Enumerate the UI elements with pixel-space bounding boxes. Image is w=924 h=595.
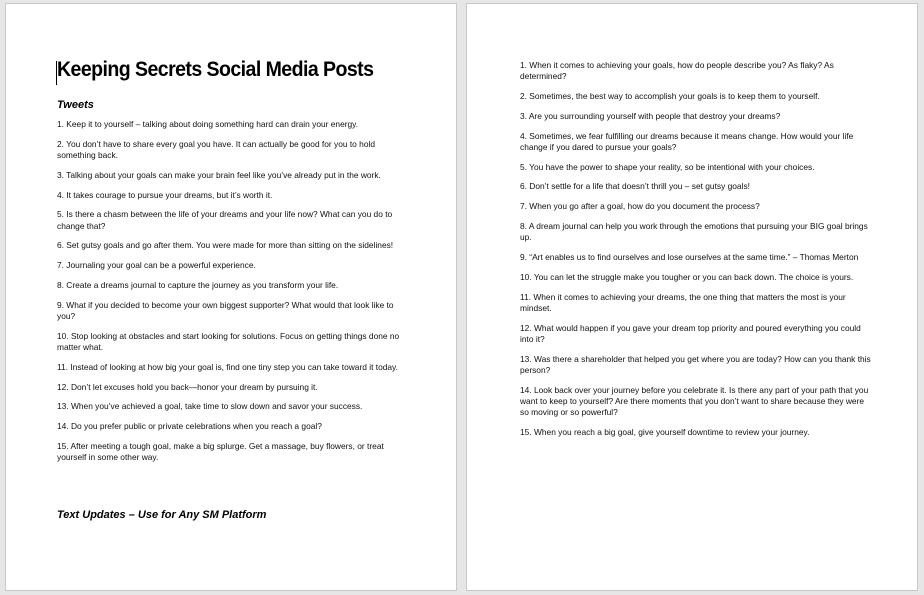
tweet-item[interactable]: 13. When you’ve achieved a goal, take time to slow down and savor your success. [57,401,363,412]
tweet-item[interactable]: 15. After meeting a tough goal, make a big splurge. Get a massage, buy flowers, or treat yourself in some other way. [57,440,384,463]
text-update-item[interactable]: 15. When you reach a big goal, give yourself downtime to review your journey. [520,426,810,437]
tweet-item[interactable]: 9. What if you decided to become your own biggest supporter? What would that look like to you? [57,299,394,321]
text-updates-list [520,60,872,447]
tweet-item[interactable]: 6. Set gutsy goals and go after them. You were made for more than sitting on the sidelines! [57,240,394,251]
tweet-item[interactable]: 2. You don’t have to share every goal you have. It can actually be good for you to hold something back. [57,138,376,160]
tweet-item[interactable]: 3. Talking about your goals can make your brain feel like you’ve already put in the work. [57,169,381,180]
text-update-item[interactable]: 10. You can let the struggle make you tougher or you can back down. The choice is yours. [520,271,854,282]
text-update-item[interactable]: 1. When it comes to achieving your goals, how do people describe you? As flaky? As determined? [520,60,834,82]
text-update-item[interactable]: 5. You have the power to shape your reality, so be intentional with your choices. [520,161,815,172]
text-update-item[interactable]: 6. Don’t settle for a life that doesn’t thrill you – set gutsy goals! [520,181,750,192]
tweet-item[interactable]: 14. Do you prefer public or private celebrations when you reach a goal? [57,421,322,432]
tweet-item[interactable]: 11. Instead of looking at how big your goal is, find one tiny step you can take toward it today. [57,361,398,372]
document-title[interactable]: Keeping Secrets Social Media Posts [57,58,374,81]
tweet-item[interactable]: 5. Is there a chasm between the life of your dreams and your life now? What can you do to change that? [57,209,393,231]
tweets-list [57,119,409,472]
tweet-item[interactable]: 1. Keep it to yourself – talking about doing something hard can drain your energy. [57,119,359,129]
text-update-item[interactable]: 12. What would happen if you gave your dream top priority and poured everything you could into it? [520,322,861,344]
tweet-item[interactable]: 7. Journaling your goal can be a powerful experience. [57,260,256,271]
text-update-item[interactable]: 4. Sometimes, we fear fulfilling our dreams because it means change. How would your life change if you dared to pursue your goals? [520,130,854,152]
tweet-item[interactable]: 8. Create a dreams journal to capture the journey as you transform your life. [57,279,339,290]
text-update-item[interactable]: 7. When you go after a goal, how do you document the process? [520,201,760,212]
text-update-item[interactable]: 8. A dream journal can help you work through the emotions that pursuing your BIG goal brings up. [520,220,868,243]
text-update-item[interactable]: 14. Look back over your journey before you celebrate it. Is there any part of your path that you want to keep to yourself? Are there moments that you don’t want to share because they were so moving or so powerful? [520,384,869,417]
text-update-item[interactable]: 13. Was there a shareholder that helped you get where you are today? How can you thank this person? [520,353,871,375]
tweets-heading[interactable]: Tweets [57,99,94,111]
tweet-item[interactable]: 10. Stop looking at obstacles and start looking for solutions. Focus on getting things done no matter what. [57,330,400,352]
text-updates-heading[interactable]: Text Updates – Use for Any SM Platform [57,509,267,521]
text-update-item[interactable]: 9. “Art enables us to find ourselves and lose ourselves at the same time.” – Thomas Merton [520,251,859,262]
document-page-2 [466,3,918,591]
document-page-1 [5,3,457,591]
text-update-item[interactable]: 3. Are you surrounding yourself with people that destroy your dreams? [520,110,781,121]
text-update-item[interactable]: 11. When it comes to achieving your dreams, the one thing that matters the most is your mindset. [520,291,846,313]
text-update-item[interactable]: 2. Sometimes, the best way to accomplish your goals is to keep them to yourself. [520,91,820,101]
tweet-item[interactable]: 4. It takes courage to pursue your dreams, but it’s worth it. [57,189,273,200]
tweet-item[interactable]: 12. Don’t let excuses hold you back—honor your dream by pursuing it. [57,381,318,392]
